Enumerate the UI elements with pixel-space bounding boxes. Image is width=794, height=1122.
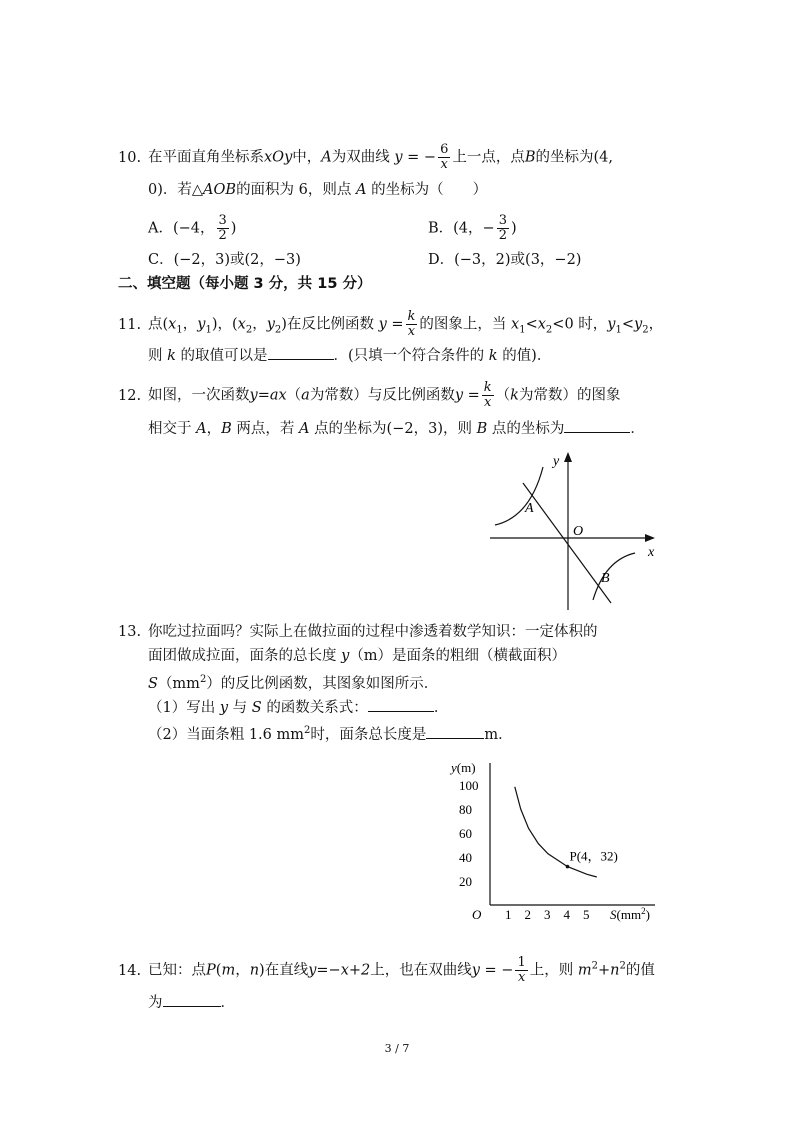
- linear-function-line: [523, 483, 611, 603]
- text: xOy: [264, 149, 293, 166]
- q10-option-b: B．(4，− $\frac{3}{2}$ ): [428, 213, 517, 243]
- text: 在平面直角坐标系: [148, 149, 264, 166]
- y-tick-label: 40: [459, 850, 472, 865]
- q10-line1: [118, 143, 613, 172]
- x-tick-label: 4: [563, 907, 570, 922]
- y-tick-label: 20: [459, 874, 472, 889]
- answer-blank[interactable]: [564, 418, 630, 433]
- answer-blank[interactable]: [368, 697, 434, 712]
- y-axis-label: y(m): [451, 760, 476, 775]
- y-tick-label: 80: [459, 802, 472, 817]
- y-tick-label: 60: [459, 826, 472, 841]
- equation: y = −: [394, 149, 437, 166]
- text: 0)．若△: [148, 182, 204, 198]
- q11-line1: 11. 点($x_1$，$y_1$)，($x_2$，$y_2$)在反比例函数 y = $\frac{k}{x}$ 的图象上，当 $x_1<x_2<0$ 时，$y_1<y_2$，: [118, 309, 664, 339]
- q12-line2: 相交于 A，B 两点，若 A 点的坐标为(−2，3)，则 B 点的坐标为 ．: [148, 418, 645, 439]
- text: 上一点，点: [452, 149, 525, 166]
- x-tick-label: 2: [524, 907, 531, 922]
- point-p: [566, 865, 570, 869]
- x-tick-label: 1: [505, 907, 512, 922]
- q12-line1: 12. 如图，一次函数y=ax（a为常数）与反比例函数y = $\frac{k}{x}$ （k为常数）的图象: [118, 380, 621, 410]
- section-heading: 二、填空题（每小题 3 分，共 15 分）: [118, 276, 372, 292]
- text: 的面积为 6，则点: [236, 182, 352, 198]
- point-b-label: B: [601, 571, 610, 586]
- q14-line2: 为 ．: [148, 992, 235, 1013]
- q13-line3: $S(mm^2)$的反比例函数，其图象如图所示．: [148, 674, 439, 692]
- hyperbola-branch-left: [495, 467, 543, 525]
- answer-blank[interactable]: [426, 724, 484, 739]
- origin-label: O: [472, 907, 482, 922]
- text: A: [321, 149, 332, 166]
- question-number: 10.: [118, 149, 142, 166]
- text: 中，: [292, 149, 322, 166]
- y-tick-label: 100: [459, 778, 479, 793]
- answer-blank[interactable]: [163, 992, 221, 1007]
- noodle-length-chart: [445, 755, 675, 930]
- x-tick-label: 5: [583, 907, 590, 922]
- x-arrow-icon: [645, 534, 655, 542]
- answer-blank[interactable]: [268, 345, 334, 360]
- origin-label: O: [573, 524, 584, 539]
- page-number: 3 / 7: [384, 1042, 410, 1055]
- y-arrow-icon: [564, 452, 572, 462]
- q10-option-c: C．(−2，3)或(2，−3): [148, 252, 301, 268]
- text: AOB: [203, 182, 237, 198]
- fraction: $\frac{6}{x}$: [440, 142, 449, 172]
- q10-option-d: D．(−3，2)或(3，−2): [428, 252, 582, 268]
- q11-line2: 则 k 的取值可以是 ．(只填一个符合条件的 k 的值)．: [148, 345, 551, 366]
- point-p-label: P(4，32): [569, 848, 618, 864]
- q13-line1: 13. 你吃过拉面吗？实际上在做拉面的过程中渗透着数学知识：一定体积的: [118, 624, 598, 640]
- x-axis-label: $S(mm^2)$: [610, 906, 650, 922]
- hyperbola-branch-right: [593, 553, 635, 600]
- text: A: [356, 182, 367, 198]
- q10-option-a: A．(−4， $\frac{3}{2}$ ): [148, 213, 237, 243]
- q13-part2: （2）当面条粗 1.6 $mm^2$时，面条总长度是 m．: [148, 725, 513, 743]
- text: B: [524, 149, 536, 166]
- x-axis-label: x: [648, 545, 655, 560]
- q14-line1: 14. 已知：点P(m，n)在直线y=−x+2上，也在双曲线y = − $\frac{1}{x}$ 上，则 $m^2+n^2$的值: [118, 955, 655, 985]
- hyperbola-graph: [485, 445, 670, 615]
- x-tick-label: 3: [544, 907, 551, 922]
- text: 的坐标为(4,: [535, 149, 614, 166]
- text: 的坐标为（ ）: [371, 182, 488, 198]
- q13-part1: （1）写出 y 与 S 的函数关系式： ．: [148, 697, 448, 718]
- q13-line2: 面团做成拉面，面条的总长度 y（m）是面条的粗细（横截面积）: [148, 648, 567, 664]
- text: 为双曲线: [331, 149, 390, 166]
- y-axis-label: y: [553, 454, 560, 469]
- point-a-label: A: [525, 501, 534, 516]
- q10-line2: [148, 180, 487, 200]
